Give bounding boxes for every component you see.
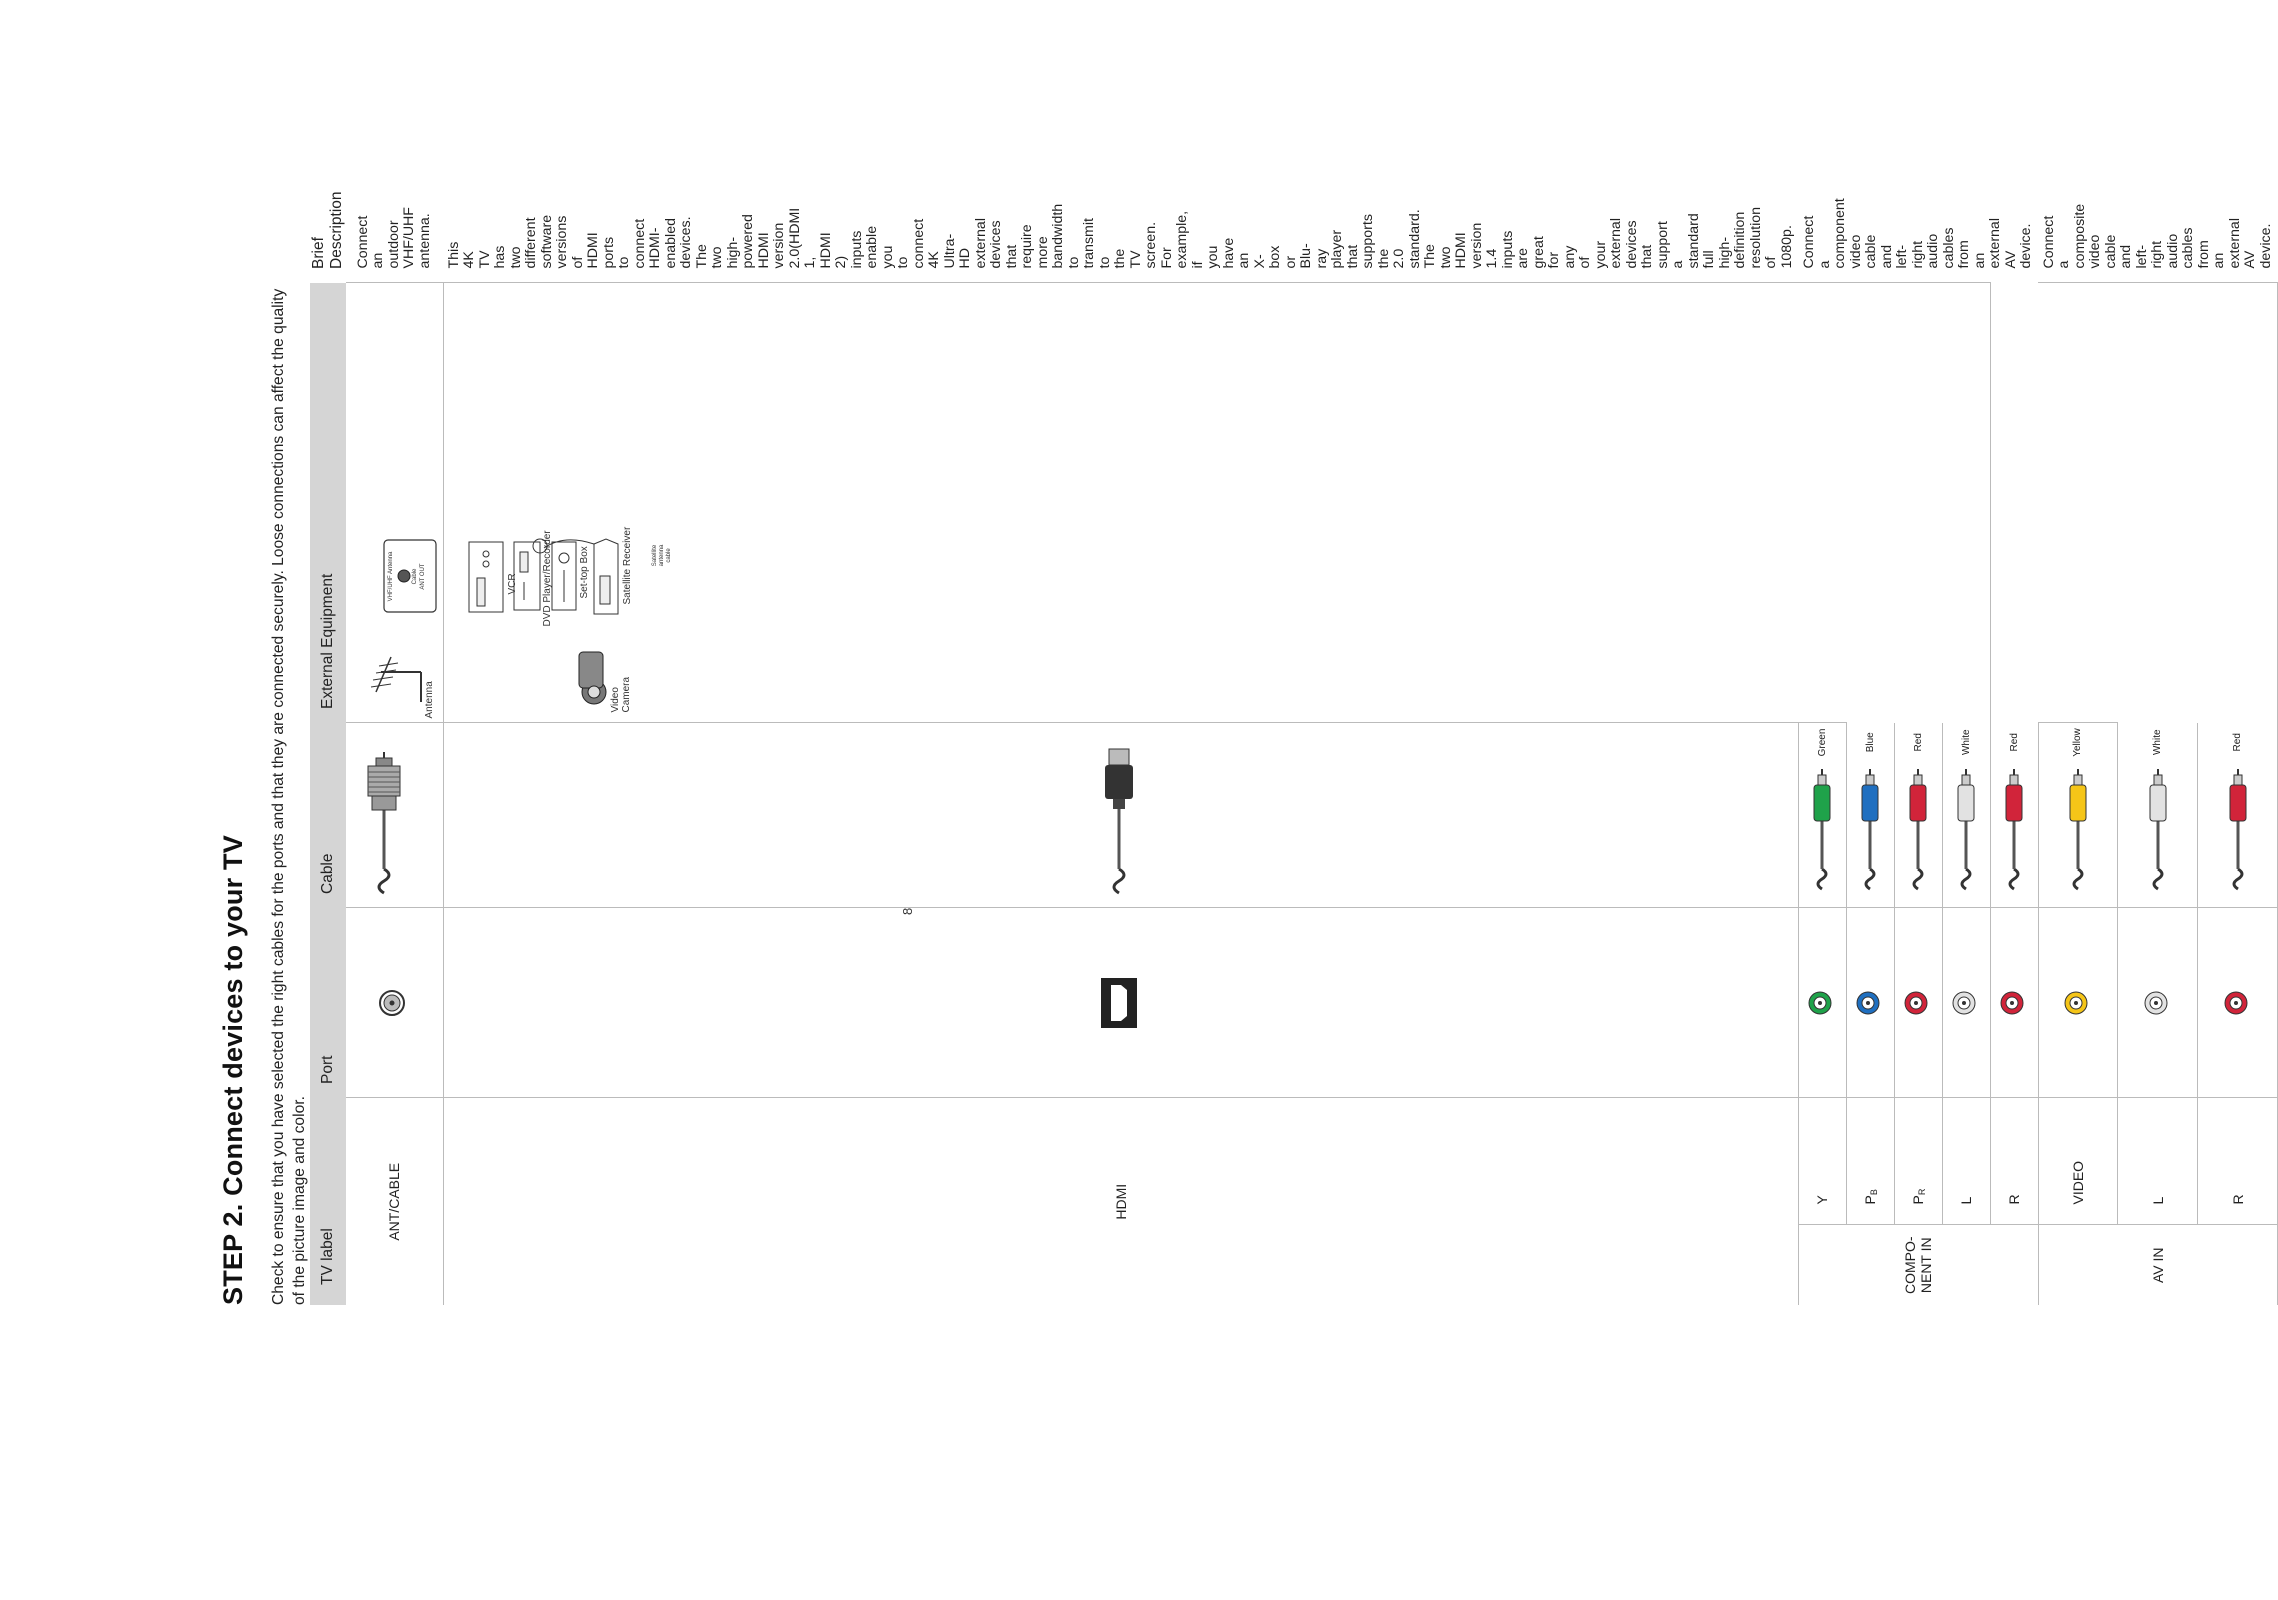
rca-yellow-port-icon: [2061, 988, 2091, 1018]
settop-label: Set-top Box: [578, 546, 590, 599]
port-component-l: [1942, 908, 1990, 1098]
dvd-label: DVD Player/Recorder: [541, 530, 553, 627]
rca-red-port-icon: [1997, 988, 2027, 1018]
port-pr: [1894, 908, 1942, 1098]
rca-red-cable-icon: [1999, 760, 2029, 890]
port-y: [1799, 908, 1847, 1098]
cable-color-label: Yellow: [2072, 728, 2084, 757]
pb-sub: B: [1868, 1189, 1879, 1196]
rca-yellow-cable-icon: [2063, 760, 2093, 890]
port-component-r: [1990, 908, 2038, 1098]
label-video: VIDEO: [2038, 1098, 2118, 1225]
port-cell-hdmi: [443, 908, 1799, 1098]
cable-color-label: Blue: [1864, 732, 1876, 753]
intro-paragraph: Check to ensure that you have selected the right cables for the ports and that they are connected securely. Loose connections can affect the quality of the picture image and color.: [270, 288, 308, 1305]
hdmi-port-icon: [1097, 973, 1141, 1033]
cable-cell-hdmi: [443, 723, 1799, 908]
connection-table: [310, 191, 2278, 1305]
rca-white-cable-icon: [1951, 760, 1981, 890]
pb-main: P: [1861, 1195, 1878, 1205]
cable-color-label: Red: [1912, 733, 1924, 752]
cable-av-r: [2198, 723, 2278, 908]
port-video: [2038, 908, 2118, 1098]
pr-main: P: [1909, 1195, 1926, 1205]
table-row-hdmi: HDMI VCR DVD Player/Recorder Set-top Box Satellite Receiver Video Camera Satellite antenna cable This 4K TV has two different software versions of HDMI ports to connect HDMI-enabled devices. The two high-powered HDMI version 2.0(HDMI 1, HDMI 2) inputs enable you to connect 4K Ultra-HD external devices that require more bandwidth to transmit to the TV screen. For example, if you have an X-box or Blu-ray player that supports the 2.0 standard. The two HDMI version 1.4 inputs are great for any of your external devices that support a standard full high-definition resolution of 1080p.: [443, 283, 1799, 1305]
cable-av-l: [2118, 723, 2198, 908]
label-pb: [1846, 1098, 1894, 1225]
equipment-cell-ant: [346, 283, 443, 723]
label-component-in: COMPO- NENT IN: [1799, 1225, 2039, 1305]
cable-video: [2038, 723, 2118, 908]
av-devices-icon: [444, 538, 684, 723]
coax-port-icon: [372, 983, 412, 1023]
cable-color-label: Green: [1816, 728, 1828, 757]
rca-red-cable-icon: [1903, 760, 1933, 890]
cable-component-l: [1942, 723, 1990, 908]
hdmi-cable-icon: [1089, 726, 1149, 906]
cable-color-label: Red: [2008, 733, 2020, 752]
label-component-r: R: [1990, 1098, 2038, 1225]
cable-color-label: White: [1960, 729, 1972, 756]
port-av-l: [2118, 908, 2198, 1098]
satellite-cable-label: Satellite antenna cable: [651, 544, 672, 567]
equipment-cell-av-empty: [2038, 283, 2278, 723]
table-header-row: TV label Port Cable External Equipment Brief Description: [310, 283, 346, 1305]
table-row-ant: ANT/CABLE Antenna VHF/UHF Antenna Cable ANT OUT Connect an outdoor VHF/UHF antenna.: [346, 283, 443, 1305]
rca-white-port-icon: [2141, 988, 2171, 1018]
coax-cable-icon: [362, 726, 422, 906]
rca-red-port-icon: [1901, 988, 1931, 1018]
vhf-uhf-label: VHF/UHF Antenna: [388, 551, 394, 602]
port-cell-ant: [346, 908, 443, 1098]
cable-pb: [1846, 723, 1894, 908]
antenna-label: Antenna: [424, 681, 435, 719]
rca-red-cable-icon: [2223, 760, 2253, 890]
table-row-component-y: COMPO- NENT IN Y Green Connect a component video cable and left-right audio cables from an external AV device.: [1799, 283, 1847, 1305]
equipment-cell-av-devices: [443, 283, 1990, 723]
rca-white-port-icon: [1949, 988, 1979, 1018]
label-y: Y: [1799, 1098, 1847, 1225]
rca-red-port-icon: [2221, 988, 2251, 1018]
ant-out-label: ANT OUT: [420, 563, 426, 590]
cable-ant-label: Cable: [412, 568, 418, 585]
video-camera-label: Video Camera: [609, 676, 632, 713]
cable-cell-ant: [346, 723, 443, 908]
page-title: STEP 2. Connect devices to your TV: [218, 835, 248, 1305]
satellite-receiver-label: Satellite Receiver: [621, 526, 633, 605]
label-hdmi: HDMI: [443, 1098, 1799, 1305]
cable-color-label: White: [2152, 729, 2164, 756]
label-component-l: L: [1942, 1098, 1990, 1225]
label-ant-cable: ANT/CABLE: [346, 1098, 443, 1305]
rca-green-cable-icon: [1807, 760, 1837, 890]
port-pb: [1846, 908, 1894, 1098]
label-pr: [1894, 1098, 1942, 1225]
label-av-r: R: [2198, 1098, 2278, 1225]
header-cable: Cable: [310, 723, 346, 908]
vcr-label: VCR: [506, 573, 518, 595]
table-row-av-video: AV IN VIDEO Yellow Connect a composite video cable and left-right audio cables from an external AV device.: [2038, 283, 2118, 1305]
label-av-l: L: [2118, 1098, 2198, 1225]
header-port: Port: [310, 908, 346, 1098]
rca-green-port-icon: [1805, 988, 1835, 1018]
header-tv-label: TV label: [310, 1098, 346, 1305]
cable-color-label: Red: [2232, 733, 2244, 752]
rca-blue-port-icon: [1853, 988, 1883, 1018]
port-av-r: [2198, 908, 2278, 1098]
header-equipment: External Equipment: [310, 283, 346, 723]
cable-component-r: [1990, 723, 2038, 908]
label-av-in: AV IN: [2038, 1225, 2278, 1305]
page-number: 8: [900, 907, 915, 915]
table-row-component-r: [1990, 283, 2038, 1305]
rca-blue-cable-icon: [1855, 760, 1885, 890]
cable-y: [1799, 723, 1847, 908]
cable-pr: [1894, 723, 1942, 908]
rca-white-cable-icon: [2143, 760, 2173, 890]
pr-sub: R: [1916, 1188, 1927, 1196]
